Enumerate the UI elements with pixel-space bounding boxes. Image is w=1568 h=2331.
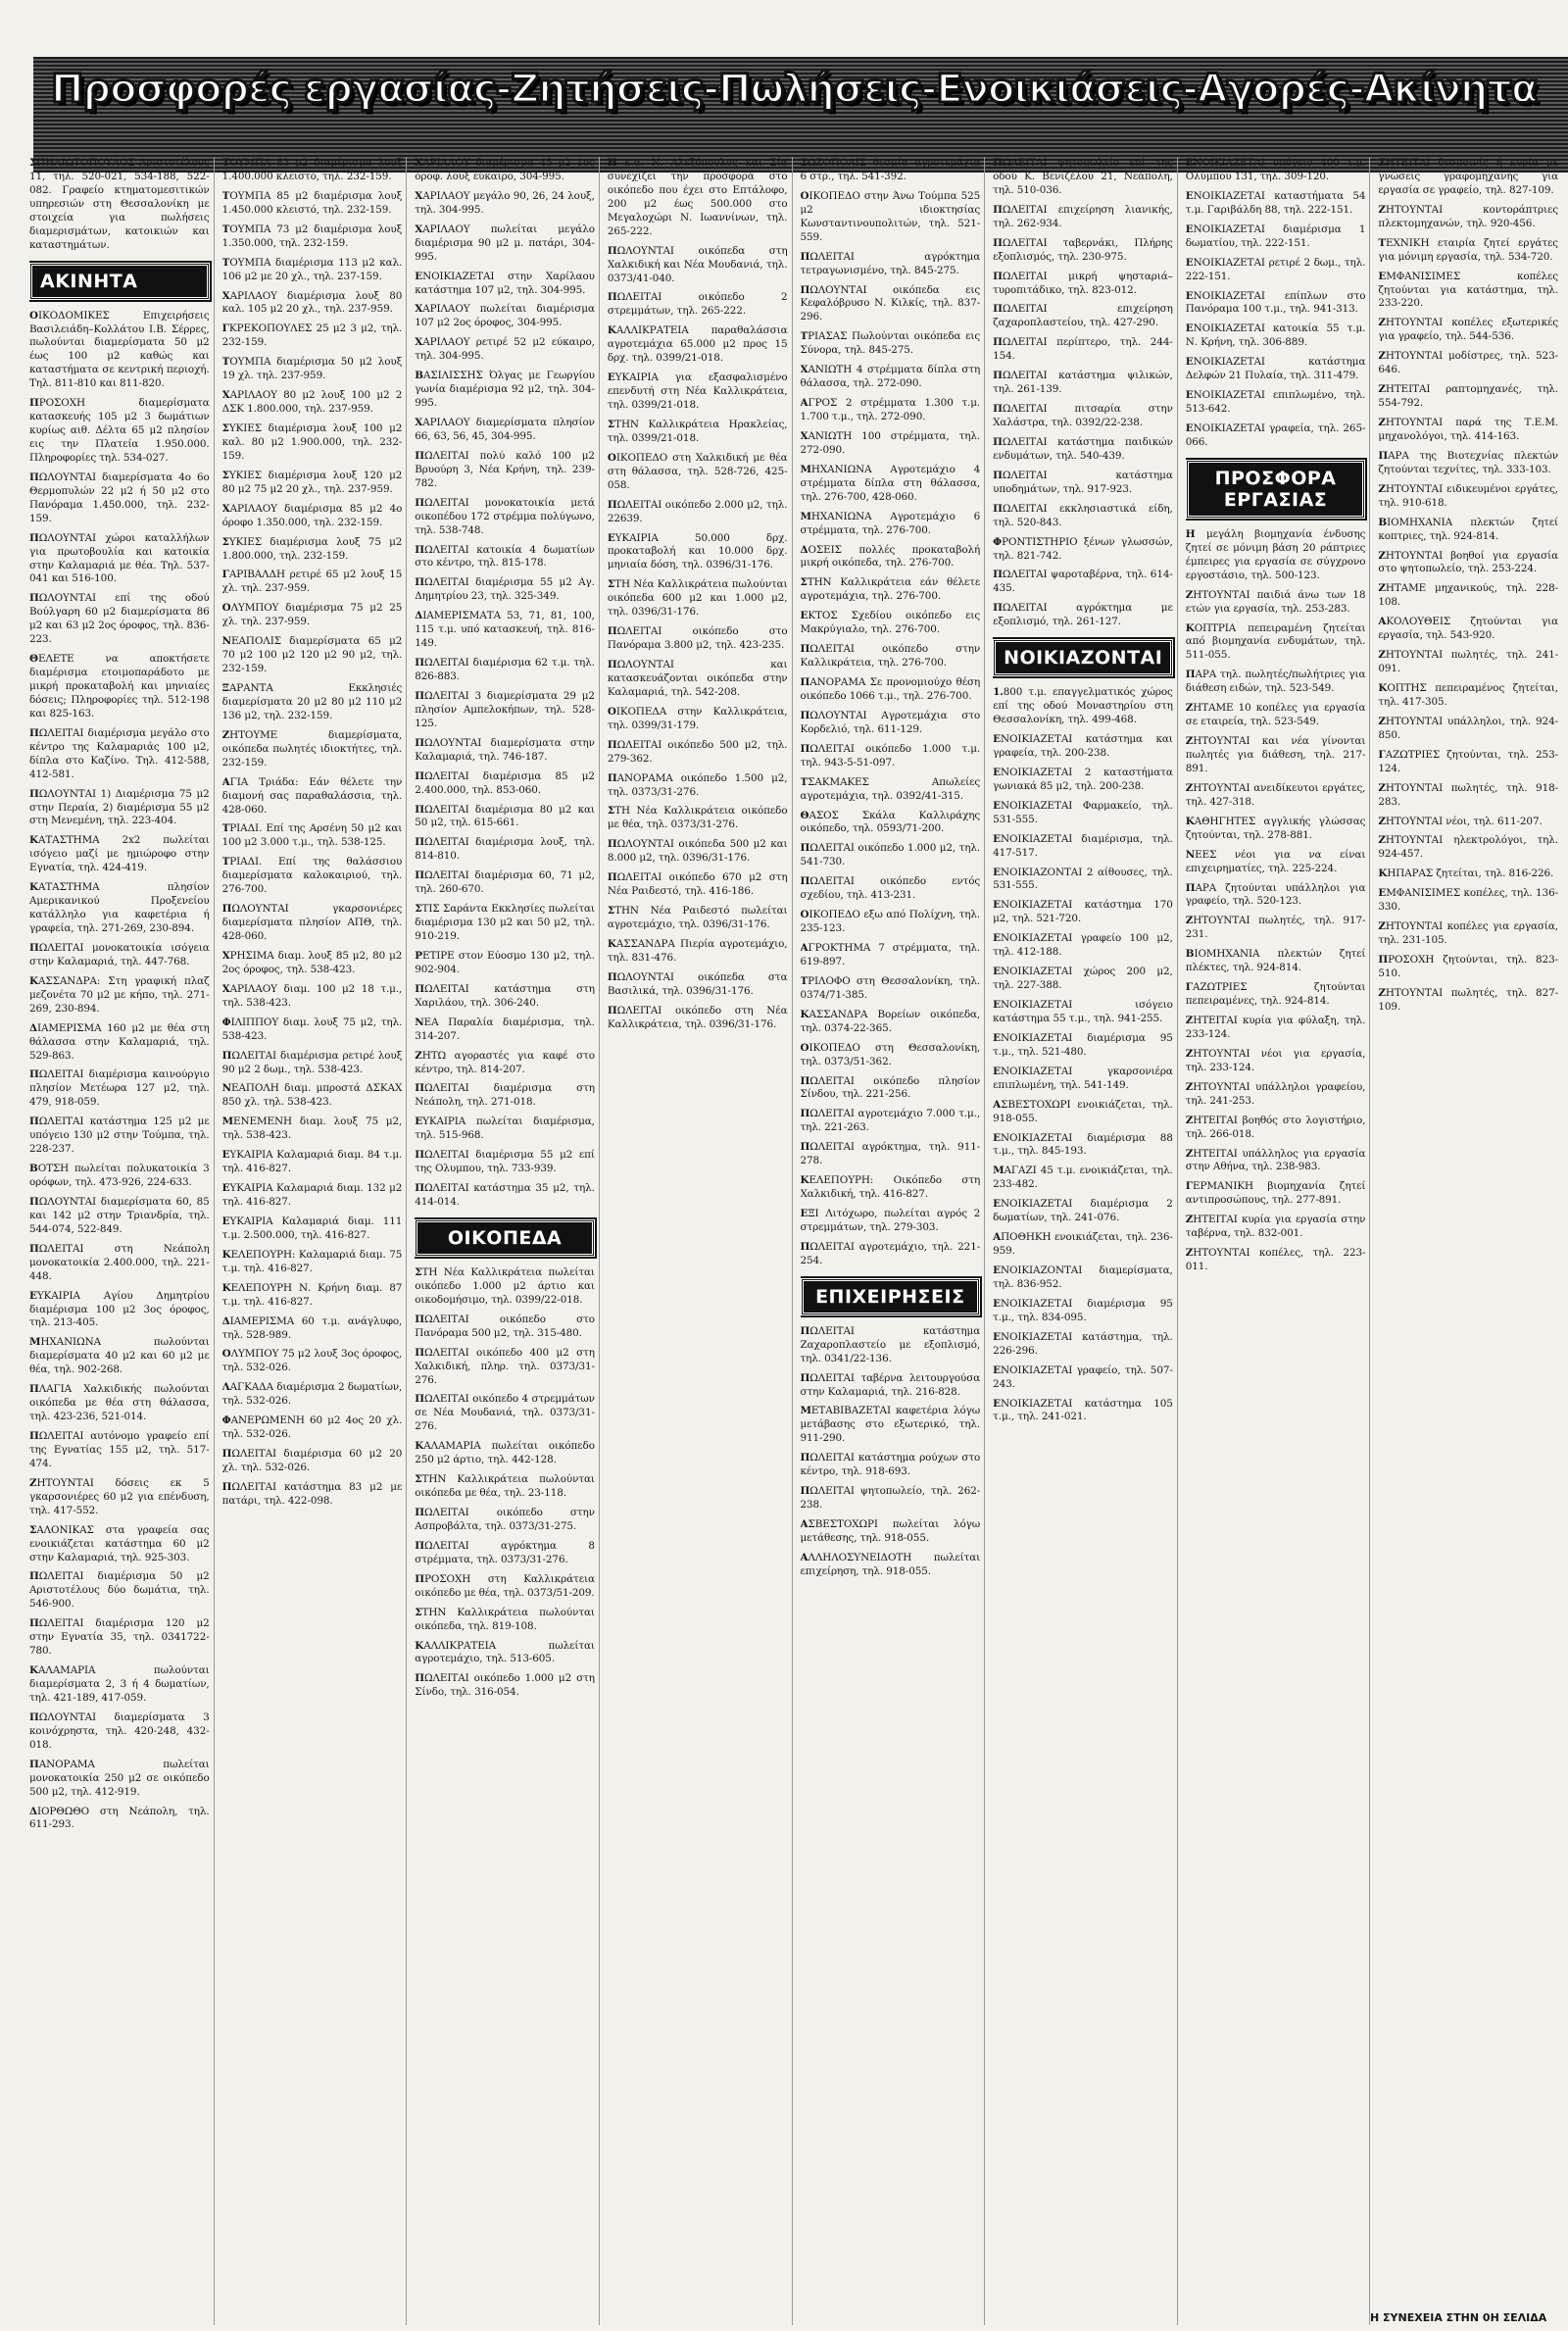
classified-ad: ΖΗΤΟΥΝΤΑΙ και νέα γίνονται πωλητές για διάθεση, τηλ. 217-891. [1185,735,1366,774]
classified-ad: ΑΓΙΑ Τριάδα: Εάν θέλετε την διαμονή σας παραθαλάσσια, τηλ. 428-060. [221,775,403,816]
column-1 [29,157,215,2325]
classified-ad: ΕΝΟΙΚΙΑΖΕΤΑΙ 2 καταστήματα γωνιακά 85 μ2, τηλ. 200-238. [993,766,1173,792]
classified-ad: ΠΑΝΟΡΑΜΑ πωλείται μονοκατοικία 250 μ2 σε οικόπεδο 500 μ2, τηλ. 412-919. [29,1758,210,1798]
column-5 [801,157,986,2325]
classified-ad: ΣΤΗ Νέα Καλλικράτεια οικόπεδο με θέα, τηλ. 0373/31-276. [607,805,788,831]
classified-ad: ΖΗΤΟΥΝΤΑΙ πωλητές, τηλ. 827-109. [1378,986,1558,1013]
classified-ad: ΠΩΛΕΙΤΑΙ μικρή ψησταριά–τυροπιτάδικο, τηλ. 823-012. [993,270,1173,296]
classified-ad: ΜΕΝΕΜΕΝΗ διαμ. λουξ 75 μ2, τηλ. 538-423. [221,1116,403,1142]
classified-ad: ΝΕΑΠΟΛΗ διαμ. μπροστά ΔΣΚΑΧ 850 χλ. τηλ. 538-423. [221,1082,403,1109]
classified-ad: ΠΩΛΕΙΤΑΙ αγρόκτημα, τηλ. 911-278. [800,1141,981,1167]
classified-ad: ΔΙΑΜΕΡΙΣΜΑ 160 μ2 με θέα στη θάλασσα στην Καλαμαριά, τηλ. 529-863. [29,1021,210,1062]
classified-ad: ΖΗΤΟΥΝΤΑΙ νέοι για εργασία, τηλ. 233-124. [1185,1047,1366,1073]
classified-ad: ΤΡΙΑΣΑΣ Πωλούνται οικόπεδα εις Σύνορα, τηλ. 845-275. [800,330,981,357]
classified-ad: ΠΩΛΟΥΝΤΑΙ οικόπεδα εις Κεφαλόβρυσο Ν. Κιλκίς, τηλ. 837-296. [800,283,981,323]
classified-ad: ΠΩΛΕΙΤΑΙ οικόπεδο στο Πανόραμα 3.800 μ2, τηλ. 423-235. [607,625,788,652]
classified-ad: ΕΝΟΙΚΙΑΖΕΤΑΙ γραφεία, τηλ. 265-066. [1185,422,1366,448]
classified-ad: ΖΗΤΕΙΤΑΙ ραπτομηχανές, τηλ. 554-792. [1378,383,1558,410]
classified-ad: ΣΤΗΝ Νέα Ραιδεστό πωλείται αγροτεμάχιο, τηλ. 0396/31-176. [607,905,788,930]
classified-ad: ΒΑΣΙΛΙΣΣΗΣ Όλγας με Γεωργίου γωνία διαμέρισμα 92 μ2, τηλ. 304-995. [415,370,595,410]
classified-ad: ΠΩΛΕΙΤΑΙ διαμέρισμα 62 τ.μ. τηλ. 826-883. [415,657,595,682]
classified-ad: ΧΑΡΙΛΑΟΥ ρετιρέ 52 μ2 εύκαιρο, τηλ. 304-995. [415,336,595,363]
classified-ad: ΤΡΙΛΟΦΟ στη Θεσσαλονίκη, τηλ. 0374/71-385. [800,974,981,1001]
classified-ad: ΠΩΛΕΙΤΑΙ ψαροταβέρνα, τηλ. 614-435. [993,569,1173,595]
classified-ad: ΚΑΤΑΣΤΗΜΑ πλησίον Αμερικανικού Προξενείου κατάλληλο για καφετέρια ή γραφεία, τηλ. 271-269, 230-894. [29,881,210,934]
classified-ad: ΝΕΑΠΟΛΙΣ διαμερίσματα 65 μ2 70 μ2 100 μ2 120 μ2 90 μ2, τηλ. 232-159. [221,635,403,675]
classified-ad: ΟΙΚΟΠΕΔΟ στη Χαλκιδική με θέα στη θάλασσα, τηλ. 528-726, 425-058. [607,451,788,491]
classified-ad: ΚΑΛΑΜΑΡΙΑ πωλείται οικόπεδο 250 μ2 άρτιο, τηλ. 442-128. [415,1440,595,1466]
classified-ad: ΠΩΛΕΙΤΑΙ οικόπεδο εντός σχεδίου, τηλ. 413-231. [800,875,981,902]
classified-ad: ΠΩΛΕΙΤΑΙ περίπτερο, τηλ. 244-154. [993,336,1173,363]
classified-ad: ΤΡΙΑΔΙ. Επί της Αρσένη 50 μ2 και 100 μ2 3.000 τ.μ., τηλ. 538-125. [221,822,403,849]
section-heading-noikiazontai: ΝΟΙΚΙΑΖΟΝΤΑΙ [993,639,1173,676]
classified-ad: ΕΝΟΙΚΙΑΖΟΝΤΑΙ διαμερίσματα, τηλ. 836-952. [993,1265,1173,1290]
classified-ad: ΑΠΟΘΗΚΗ ενοικιάζεται, τηλ. 236-959. [993,1231,1173,1258]
classified-ad: ΠΩΛΕΙΤΑΙ μονοκατοικία ισόγεια στην Καλαμαριά, τηλ. 447-768. [29,941,210,967]
classified-ad: ΣΤΙΣ Σαράντα Εκκλησίες πωλείται διαμέρισμα 130 μ2 και 50 μ2, τηλ. 910-219. [415,903,595,942]
classified-ad: ΣΑΛΟΝΙΚΑΣ στα γραφεία σας ενοικιάζεται κατάστημα 60 μ2 στην Καλαμαριά, τηλ. 925-303. [29,1523,210,1563]
classified-ad: ΒΙΟΜΗΧΑΝΙΑ πλεκτών ζητεί πλέκτες, τηλ. 924-814. [1185,948,1366,974]
classified-ad: ΖΗΤΩ αγοραστές για καφέ στο κέντρο, τηλ. 814-207. [415,1049,595,1075]
column-7 [1186,157,1371,2325]
classified-ad: ΠΩΛΕΙΤΑΙ κατάστημα Ζαχαροπλαστείο με εξοπλισμό, τηλ. 0341/22-136. [800,1324,981,1364]
classified-ad: ΖΗΤΟΥΝΤΑΙ μοδίστρες, τηλ. 523-646. [1378,350,1558,376]
classified-ad: ΖΗΤΟΥΝΤΑΙ υπάλληλοι, τηλ. 924-850. [1378,715,1558,741]
classified-ad: ΠΑΝΟΡΑΜΑ οικόπεδο 1.500 μ2, τηλ. 0373/31-276. [607,771,788,798]
classified-ad: ΟΙΚΟΔΟΜΙΚΕΣ Επιχειρήσεις Βασιλειάδη–Κολλάτου Ι.Β. Σέρρες, πωλούνται διαμερίσματα 50 μ2 έως 100 μ2 καθώς και καταστήματα σε κεντρική περιοχή. Τηλ. 811-810 και 811-820. [29,309,210,390]
classified-ad: ΓΑΡΙΒΑΛΔΗ ρετιρέ 65 μ2 λουξ 15 χλ. τηλ. 237-959. [221,569,403,595]
classified-ad: ΕΝΟΙΚΙΑΖΕΤΑΙ καταστήματα 54 τ.μ. Γαριβάλδη 88, τηλ. 222-151. [1185,189,1366,216]
classified-ad: ΕΥΚΑΙΡΙΑ πωλείται διαμέρισμα, τηλ. 515-968. [415,1116,595,1142]
classified-ad: ΖΗΤΕΙΤΑΙ βοηθός στο λογιστήριο, τηλ. 266-018. [1185,1114,1366,1140]
classified-ad: ΕΝΟΙΚΙΑΖΕΤΑΙ κατάστημα Δελφών 21 Πυλαία, τηλ. 311-479. [1185,356,1366,382]
classified-ad: ΚΕΛΕΠΟΥΡΗ: Οικόπεδο στη Χαλκιδική, τηλ. 416-827. [800,1174,981,1201]
classified-ad: ΤΟΥΜΠΑ διαμέρισμα 113 μ2 καλ. 106 μ2 με 20 χλ., τηλ. 237-159. [221,256,403,282]
classified-ad: ΠΩΛΟΥΝΤΑΙ διαμερίσματα 60, 85 και 142 μ2 στην Τριανδρία, τηλ. 544-074, 522-849. [29,1195,210,1235]
classified-ad: ΚΑΣΣΑΝΔΡΑ Βορείων οικόπεδα, τηλ. 0374-22-365. [800,1008,981,1034]
classified-ad: ΠΩΛΕΙΤΑΙ οικόπεδο 1.000 τ.μ. τηλ. 943-5-51-097. [800,742,981,769]
classified-ad: ΖΗΤΟΥΝΤΑΙ ειδικευμένοι εργάτες, τηλ. 910-618. [1378,482,1558,509]
classified-ad: Η κ.α. Ν. Αλεξόπουλος και Σία συνεχίζει την προσφορά στο οικόπεδο που έχει στο Επτάλοφο, 200 μ2 έως 500.000 στο Μεγαλοχώρι Ν. Ιωαννίνων, τηλ. 265-222. [607,157,788,237]
classified-ad: ΑΛΛΗΛΟΣΥΝΕΙΔΟΤΗ πωλείται επιχείρηση, τηλ. 918-055. [800,1551,981,1577]
classified-ad: ΠΩΛΕΙΤΑΙ διαμέρισμα ρετιρέ λουξ 90 μ2 2 δωμ., τηλ. 538-423. [221,1049,403,1075]
classified-ad: ΠΩΛΟΥΝΤΑΙ οικόπεδα στη Χαλκιδική και Νέα Μουδανιά, τηλ. 0373/41-040. [607,244,788,284]
classified-ad: ΕΞΙ Λιτόχωρο, πωλείται αγρός 2 στρεμμάτων, τηλ. 279-303. [800,1208,981,1233]
classified-ad: ΑΓΡΟΣ 2 στρέμματα 1.300 τ.μ. 1.700 τ.μ., τηλ. 272-090. [800,397,981,422]
classified-ad: ΠΩΛΕΙΤΑΙ κατοικία 4 δωματίων στο κέντρο, τηλ. 815-178. [415,543,595,570]
classified-ad: ΘΕΛΕΤΕ να αποκτήσετε διαμέρισμα ετοιμοπαράδοτο με μικρή προκαταβολή και μηνιαίες δόσεις; Πληροφορίες τηλ. 512-198 και 825-163. [29,653,210,719]
classified-ad: ΠΩΛΟΥΝΤΑΙ διαμερίσματα 3 κοινόχρηστα, τηλ. 420-248, 432-018. [29,1711,210,1751]
classified-ad: ΚΑΛΛΙΚΡΑΤΕΙΑ πωλείται αγροτεμάχιο, τηλ. 513-605. [415,1639,595,1665]
classified-ad: ΓΑΖΩΤΡΙΕΣ ζητούνται πεπειραμένες, τηλ. 924-814. [1185,981,1366,1008]
classified-ad: ΕΝΟΙΚΙΑΖΕΤΑΙ διαμέρισμα 2 δωματίων, τηλ. 241-076. [993,1198,1173,1224]
classified-ad: ΧΑΡΙΛΑΟΥ πωλείται διαμέρισμα 107 μ2 2ος όροφος, 304-995. [415,303,595,329]
classified-ad: ΣΤΗΝ Καλλικράτεια πωλούνται οικόπεδα, τηλ. 819-108. [415,1606,595,1632]
classified-ad: ΤΟΥΜΠΑ διαμέρισμα 50 μ2 λουξ 19 χλ. τηλ. 237-959. [221,356,403,382]
classified-ad: ΕΥΚΑΙΡΙΑ Καλαμαριά διαμ. 84 τ.μ. τηλ. 416-827. [221,1149,403,1175]
classified-ad: ΕΝΟΙΚΙΑΖΕΤΑΙ διαμέρισμα, τηλ. 417-517. [993,832,1173,859]
classified-ad: ΠΩΛΕΙΤΑΙ στη Νεάπολη μονοκατοικία 2.400.000, τηλ. 221-448. [29,1242,210,1282]
classified-ad: ΕΥΚΑΙΡΙΑ Καλαμαριά διαμ. 132 μ2 τηλ. 416-827. [221,1182,403,1208]
classified-ad: ΕΥΚΑΙΡΙΑ Αγίου Δημητρίου διαμέρισμα 100 μ2 3ος όροφος, τηλ. 213-405. [29,1289,210,1329]
classified-ad: ΚΟΠΤΗΣ πεπειραμένος ζητείται, τηλ. 417-305. [1378,682,1558,708]
classified-ad: ΖΗΤΟΥΝΤΑΙ παρά της Τ.Ε.Μ. μηχανολόγοι, τηλ. 414-163. [1378,417,1558,442]
classified-ad: ΠΩΛΕΙΤΑΙ διαμέρισμα 85 μ2 2.400.000, τηλ. 853-060. [415,769,595,796]
classified-ad: ΠΩΛΕΙΤΑΙ οικόπεδο 2 στρεμμάτων, τηλ. 265-222. [607,291,788,318]
classified-ad: ΣΩΖΟΠΟΛΙΣ θεσμία αγροτεμάχια 6 στρ., τηλ. 541-392. [800,157,981,182]
classified-ad: ΠΩΛΕΙΤΑΙ διαμέρισμα 55 μ2 επί της Ολυμπου, τηλ. 733-939. [415,1149,595,1175]
classified-ad: ΓΚΡΕΚΟΠΟΥΛΕΣ 25 μ2 3 μ2, τηλ. 232-159. [221,322,403,349]
classified-ad: ΤΟΥΜΠΑ 83 μ2 διαμέρισμα λουξ 1.400.000 κλειστό, τηλ. 232-159. [221,157,403,182]
section-heading-epixeiriseis: ΕΠΙΧΕΙΡΗΣΕΙΣ [801,1278,981,1315]
classified-ad: ΚΑΣΣΑΝΔΡΑ: Στη γραφική πλαζ μεζονέτα 70 μ2 με κήπο, τηλ. 271-269, 230-894. [29,974,210,1015]
classified-ad: ΔΙΑΜΕΡΙΣΜΑ 60 τ.μ. ανάγλυφο, τηλ. 528-989. [221,1314,403,1341]
classified-ad: ΧΑΡΙΛΑΟΥ πωλείται μεγάλο διαμέρισμα 90 μ2 μ. πατάρι, 304-995. [415,223,595,263]
classified-ad: ΚΑΘΗΓΗΤΕΣ αγγλικής γλώσσας ζητούνται, τηλ. 278-881. [1185,815,1366,841]
classified-ad: ΖΗΤΟΥΜΕ διαμερίσματα, οικόπεδα πωλητές ιδιοκτήτες, τηλ. 232-159. [221,728,403,769]
classified-ad: ΠΩΛΕΙΤΑΙ οικόπεδο πλησίον Σίνδου, τηλ. 221-256. [800,1074,981,1101]
classified-ad: ΠΩΛΕΙΤΑΙ πιτσαρία στην Χαλάστρα, τηλ. 0392/22-238. [993,403,1173,428]
classified-ad: ΠΩΛΕΙΤΑΙ διαμέρισμα καινούργιο πλησίον Μετέωρα 127 μ2, τηλ. 479, 918-059. [29,1068,210,1109]
classified-ad: ΠΩΛΟΥΝΤΑΙ οικόπεδα στα Βασιλικά, τηλ. 0396/31-176. [607,970,788,997]
classified-ad: ΟΙΚΟΠΕΔΟ στην Άνω Τούμπα 525 μ2 ιδιοκτησίας Κωνσταντινουπολιτών, τηλ. 521-559. [800,189,981,243]
classified-ad: ΣΤΗΝ Καλλικράτεια πωλούνται οικόπεδα με θέα, τηλ. 23-118. [415,1473,595,1500]
classified-ad: ΠΩΛΟΥΝΤΑΙ και κατασκευάζονται οικόπεδα στην Καλαμαριά, τηλ. 542-208. [607,659,788,698]
classified-ad: ΕΝΟΙΚΙΑΖΕΤΑΙ επιπλωμένο, τηλ. 513-642. [1185,389,1366,416]
classified-ad: ΠΩΛΕΙΤΑΙ επιχείρηση ζαχαροπλαστείου, τηλ. 427-290. [993,303,1173,329]
column-4 [608,157,793,2325]
classified-ad: ΧΡΗΣΙΜΑ διαμ. λουξ 85 μ2, 80 μ2 2ος όροφος, τηλ. 538-423. [221,949,403,975]
classified-ad: ΠΛΑΓΙΑ Χαλκιδικής πωλούνται οικόπεδα με θέα στη θάλασσα, τηλ. 423-236, 521-014. [29,1383,210,1423]
classified-ad: ΠΩΛΕΙΤΑΙ κατάστημα στη Χαριλάου, τηλ. 306-240. [415,982,595,1009]
classified-ad: ΕΜΦΑΝΙΣΙΜΕΣ κοπέλες, τηλ. 136-330. [1378,887,1558,914]
classified-ad: ΠΡΟΣΟΧΗ διαμερίσματα κατασκευής 105 μ2 3 δωμάτιων κυρίως αιθ. Δέλτα 65 μ2 πλησίον εις την Πλατεία 1.950.000. Πληροφορίες τηλ. 534-027. [29,397,210,464]
classified-ad: 1.800 τ.μ. επαγγελματικός χώρος επί της οδού Μοναστηρίου στη Θεσσαλονίκη, τηλ. 499-468. [993,686,1173,726]
classified-ad: ΣΥΚΙΕΣ διαμέρισμα λουξ 75 μ2 1.800.000, τηλ. 232-159. [221,535,403,562]
classified-ad: ΖΗΤΟΥΝΤΑΙ κοντοράπτριες πλεκτομηχανών, τηλ. 920-456. [1378,203,1558,229]
classified-ad: ΠΩΛΕΙΤΑΙ διαμέρισμα 60 μ2 20 χλ. τηλ. 532-026. [221,1448,403,1473]
classified-ad: ΕΝΟΙΚΙΑΖΕΤΑΙ στην Χαρίλαου κατάστημα 107 μ2, τηλ. 304-995. [415,270,595,296]
classified-ad: ΜΗΧΑΝΙΩΝΑ πωλούνται διαμερίσματα 40 μ2 και 60 μ2 με θέα, τηλ. 902-268. [29,1336,210,1376]
column-3 [415,157,600,2325]
classified-ad: ΠΩΛΕΙΤΑΙ 3 διαμερίσματα 29 μ2 πλησίον Αμπελοκήπων, τηλ. 528-125. [415,689,595,729]
classified-ad: ΑΓΡΟΚΤΗΜΑ 7 στρέμματα, τηλ. 619-897. [800,942,981,967]
classified-ad: ΕΝΟΙΚΙΑΖΕΤΑΙ χώρος 200 μ2, τηλ. 227-388. [993,966,1173,992]
classified-ad: ΡΕΤΙΡΕ στον Εύοσμο 130 μ2, τηλ. 902-904. [415,949,595,975]
classified-ad: ΠΩΛΕΙΤΑΙ οικόπεδο 670 μ2 στη Νέα Ραιδεστό, τηλ. 416-186. [607,871,788,898]
classified-ad: ΠΩΛΟΥΝΤΑΙ Αγροτεμάχια στο Κορδελιό, τηλ. 611-129. [800,709,981,735]
classified-ad: ΠΩΛΕΙΤΑΙ διαμέρισμα 80 μ2 και 50 μ2, τηλ. 615-661. [415,803,595,829]
classified-ad: ΤΟΥΜΠΑ 85 μ2 διαμέρισμα λουξ 1.450.000 κλειστό, τηλ. 232-159. [221,189,403,216]
classified-ad: ΠΩΛΕΙΤΑΙ ψητοπωλείο, τηλ. 262-238. [800,1485,981,1512]
classified-ad: ΕΝΟΙΚΙΑΖΕΤΑΙ ρετιρέ 2 δωμ., τηλ. 222-151. [1185,256,1366,282]
classified-ad: ΣΤΗ Νέα Καλλικράτεια πωλείται οικόπεδο 1.000 μ2 άρτιο και οικοδομήσιμο, τηλ. 0399/22-018. [415,1265,595,1306]
classified-ad: ΜΗΧΑΝΙΩΝΑ Αγροτεμάχιο 6 στρέμματα, τηλ. 276-700. [800,510,981,536]
classified-ad: ΠΑΡΑ της Βιοτεχνίας πλεκτών ζητούνται τεχνίτες, τηλ. 333-103. [1378,449,1558,475]
classified-ad: ΚΑΛΑΜΑΡΙΑ πωλούνται διαμερίσματα 2, 3 ή 4 δωματίων, τηλ. 421-189, 417-059. [29,1664,210,1704]
classified-ad: ΠΑΡΑ τηλ. πωλητές/πωλήτριες για διάθεση ειδών, τηλ. 523-549. [1185,669,1366,695]
classified-ad: ΣΤΗ Νέα Καλλικράτεια πωλούνται οικόπεδα 600 μ2 και 1.000 μ2, τηλ. 0396/31-176. [607,578,788,619]
classified-ad: ΠΩΛΟΥΝΤΑΙ χώροι καταλλήλων για πρωτοβουλία και κατοικία στην Καλαμαριά με θέα. Τηλ. 537-041 και 516-100. [29,531,210,585]
classified-ad: ΠΩΛΕΙΤΑΙ διαμέρισμα 60, 71 μ2, τηλ. 260-670. [415,869,595,896]
classified-ad: ΓΕΡΜΑΝΙΚΗ βιομηχανία ζητεί αντιπροσώπους, τηλ. 277-891. [1185,1180,1366,1207]
classified-ad: ΑΣΒΕΣΤΟΧΩΡΙ πωλείται λόγω μετάθεσης, τηλ. 918-055. [800,1518,981,1544]
classified-ad: ΛΑΓΚΑΔΑ διαμέρισμα 2 δωματίων, τηλ. 532-026. [221,1381,403,1408]
classified-ad: ΖΗΤΟΥΝΤΑΙ παιδιά άνω των 18 ετών για εργασία, τηλ. 253-283. [1185,588,1366,615]
classified-ad: ΧΑΡΙΛΑΟΥ διαμέρισμα 45 μ2 1ος όροφ. λουξ εύκαιρο, 304-995. [415,157,595,182]
classified-ad: ΠΩΛΕΙΤΑΙ οικόπεδο στην Ασπροβάλτα, τηλ. 0373/31-275. [415,1507,595,1532]
classified-ad: ΠΩΛΕΙΤΑΙ αγρόκτημα με εξοπλισμό, τηλ. 261-127. [993,602,1173,628]
classified-ad: ΜΑΓΑΖΙ 45 τ.μ. ενοικιάζεται, τηλ. 233-482. [993,1165,1173,1191]
classified-ad: ΕΝΟΙΚΙΑΖΕΤΑΙ διαμέρισμα 1 δωματίου, τηλ. 222-151. [1185,223,1366,249]
classified-ad: ΖΗΤΟΥΝΤΑΙ ηλεκτρολόγοι, τηλ. 924-457. [1378,834,1558,861]
classified-ad: Η μεγάλη βιομηχανία ένδυσης ζητεί σε μόνιμη βάση 20 ράπτριες έμπειρες για εργασία σε σύγχρονο εργοστάσιο, τηλ. 500-123. [1185,527,1366,581]
classified-ad: ΠΩΛΕΙΤΑΙ κατάστημα 125 μ2 με υπόγειο 130 μ2 στην Τούμπα, τηλ. 228-237. [29,1116,210,1156]
section-heading-oikopeda: ΟΙΚΟΠΕΔΑ [415,1219,595,1257]
classified-ad: ΧΑΡΙΛΑΟΥ διαμ. 100 μ2 18 τ.μ., τηλ. 538-423. [221,982,403,1009]
classified-ad: ΠΩΛΕΙΤΑΙ ταβέρνα λειτουργούσα στην Καλαμαριά, τηλ. 216-828. [800,1371,981,1398]
classified-ad: ΑΚΟΛΟΥΘΕΙΣ ζητούνται για εργασία, τηλ. 543-920. [1378,616,1558,642]
classified-ad: ΧΑΡΙΛΑΟΥ διαμέρισμα 85 μ2 4ο όροφο 1.350.000, τηλ. 232-159. [221,502,403,528]
classified-ad: ΧΑΡΙΛΑΟΥ διαμέρισμα λουξ 80 καλ. 105 μ2 20 χλ., τηλ. 237-959. [221,289,403,316]
classified-ad: ΕΥΚΑΙΡΙΑ Καλαμαριά διαμ. 111 τ.μ. 2.500.000, τηλ. 416-827. [221,1215,403,1241]
classified-ad: ΦΡΟΝΤΙΣΤΗΡΙΟ ξένων γλωσσών, τηλ. 821-742. [993,535,1173,562]
classified-ad: ΤΣΑΚΜΑΚΕΣ Απωλείες αγροτεμάχια, τηλ. 0392/41-315. [800,775,981,802]
classified-ad: ΠΩΛΕΙΤΑΙ κατάστημα υποδημάτων, τηλ. 917-923. [993,469,1173,495]
classified-ad: ΣΥΚΙΕΣ διαμέρισμα λουξ 120 μ2 80 μ2 75 μ2 20 χλ., τηλ. 237-959. [221,469,403,495]
classified-ad: ΖΗΤΕΙΤΑΙ κυρία για φύλαξη, τηλ. 233-124. [1185,1015,1366,1040]
classified-ad: ΞΑΡΑΝΤΑ Εκκλησιές διαμερίσματα 20 μ2 80 μ2 110 μ2 136 μ2, τηλ. 232-159. [221,682,403,721]
classified-ad: ΟΙΚΟΠΕΔΟ εξω από Πολίχνη, τηλ. 235-123. [800,909,981,935]
classified-ad: ΤΕΧΝΙΚΗ εταιρία ζητεί εργάτες για μόνιμη εργασία, τηλ. 534-720. [1378,236,1558,263]
classified-ad: ΖΗΤΟΥΝΤΑΙ πωλητές, τηλ. 241-091. [1378,649,1558,675]
classified-ad: ΤΟΥΜΠΑ 73 μ2 διαμέρισμα λουξ 1.350.000, τηλ. 232-159. [221,223,403,249]
classified-ad: ΠΩΛΕΙΤΑΙ εκκλησιαστικά είδη, τηλ. 520-843. [993,502,1173,528]
classified-ad: ΦΑΝΕΡΩΜΕΝΗ 60 μ2 4ος 20 χλ. τηλ. 532-026. [221,1414,403,1441]
classified-ad: ΠΩΛΕΙΤΑΙ μονοκατοικία μετά οικοπέδου 172 στρέμμα πολύγωνο, τηλ. 538-748. [415,496,595,536]
classified-ad: ΚΕΛΕΠΟΥΡΗ: Καλαμαριά διαμ. 75 τ.μ. τηλ. 416-827. [221,1248,403,1274]
classified-ad: ΕΝΟΙΚΙΑΖΕΤΑΙ επίπλων στο Πανόραμα 100 τ.μ., τηλ. 941-313. [1185,289,1366,316]
classified-ad: ΚΑΛΛΙΚΡΑΤΕΙΑ παραθαλάσσια αγροτεμάχια 65.000 μ2 προς 15 δρχ. τηλ. 0399/21-018. [607,324,788,365]
classified-ad: ΖΗΤΟΥΝΤΑΙ δόσεις εκ 5 γκαρσονιέρες 60 μ2 για επένδυση, τηλ. 417-552. [29,1476,210,1516]
classified-ad: ΠΩΛΕΙΤΑΙ διαμέρισμα λουξ, τηλ. 814-810. [415,836,595,863]
classified-ad: ΓΑΖΩΤΡΙΕΣ ζητούνται, τηλ. 253-124. [1378,748,1558,774]
classified-ad: ΕΝΟΙΚΙΑΖΕΤΑΙ γκαρσονιέρα επιπλωμένη, τηλ. 541-149. [993,1065,1173,1091]
classified-ad: ΖΗΤΟΥΝΤΑΙ υπάλληλοι γραφείου, τηλ. 241-253. [1185,1080,1366,1107]
classified-ad: ΟΙΚΟΠΕΔΟ στη Θεσσαλονίκη, τηλ. 0373/51-362. [800,1041,981,1067]
classified-ad: ΣΤΗΝ Καλλικράτεια εάν θέλετε αγροτεμάχια, τηλ. 276-700. [800,576,981,603]
classified-ad: ΧΑΝΙΩΤΗ 4 στρέμματα δίπλα στη θάλασσα, τηλ. 272-090. [800,364,981,390]
classified-ad: ΕΝΟΙΚΙΑΖΕΤΑΙ ισόγειο κατάστημα 55 τ.μ., τηλ. 941-255. [993,999,1173,1024]
classified-ad: ΕΝΟΙΚΙΑΖΕΤΑΙ υπόγειο 400 τ.μ. Ολύμπου 131, τηλ. 309-120. [1185,157,1366,182]
classified-ad: ΠΩΛΕΙΤΑΙ ψητοπωλείο επί της οδού Κ. Βενιζέλου 21, Νεάπολη, τηλ. 510-036. [993,157,1173,196]
classified-ad: ΚΑΣΣΑΝΔΡΑ Πιερία αγροτεμάχιο, τηλ. 831-476. [607,937,788,964]
banner-title: Προσφορές εργασίας-Ζητήσεις-Πωλήσεις-Ενοικιάσεις-Αγορές-Ακίνητα [51,67,1538,112]
classified-ad: ΕΝΟΙΚΙΑΖΕΤΑΙ κατοικία 55 τ.μ. Ν. Κρήνη, τηλ. 306-889. [1185,322,1366,349]
classifieds-banner [33,57,1568,173]
classified-ad: ΝΕΑ Παραλία διαμέρισμα, τηλ. 314-207. [415,1016,595,1042]
classified-ad: ΕΥΚΑΙΡΙΑ για εξασφαλισμένο επενδυτή στη Νέα Καλλικράτεια, τηλ. 0399/21-018. [607,372,788,411]
classified-ad: ΚΗΠΑΡΑΣ ζητείται, τηλ. 816-226. [1378,868,1554,880]
classified-ad: ΖΗΤΟΥΝΤΑΙ νέοι, τηλ. 611-207. [1378,815,1543,827]
classified-ad: ΑΣΒΕΣΤΟΧΩΡΙ ενοικιάζεται, τηλ. 918-055. [993,1098,1173,1124]
classified-ad: ΠΡΟΣΟΧΗ ζητούνται, τηλ. 823-510. [1378,954,1558,979]
classified-ad: ΖΗΤΟΥΝΤΑΙ κοπέλες για εργασία, τηλ. 231-105. [1378,920,1558,947]
classified-ad: ΠΩΛΟΥΝΤΑΙ γκαρσονιέρες διαμερίσματα πλησίον ΑΠΘ, τηλ. 428-060. [221,903,403,942]
classified-ad: ΕΚΤΟΣ Σχεδίου οικόπεδο εις Μακρύγιαλο, τηλ. 276-700. [800,610,981,636]
classified-ad: ΠΩΛΕΙΤΑΙ κατάστημα 35 μ2, τηλ. 414-014. [415,1182,595,1208]
classified-ad: ΖΗΤΟΥΝΤΑΙ κοπέλες εξωτερικές για γραφείο, τηλ. 544-536. [1378,317,1558,343]
classified-ad: ΖΗΤΑΜΕ μηχανικούς, τηλ. 228-108. [1378,582,1558,609]
classified-ad: ΒΟΤΣΗ πωλείται πολυκατοικία 3 ορόφων, τηλ. 473-926, 224-633. [29,1163,210,1188]
classified-ad: ΟΛΥΜΠΟΥ 75 μ2 λουξ 3ος όροφος, τηλ. 532-026. [221,1348,403,1374]
classified-ad: ΕΝΟΙΚΙΑΖΕΤΑΙ γραφείο 100 μ2, τηλ. 412-188. [993,932,1173,959]
classified-ad: ΕΜΦΑΝΙΣΙΜΕΣ κοπέλες ζητούνται για κατάστημα, τηλ. 233-220. [1378,270,1558,310]
classified-ad: ΧΑΡΙΛΑΟΥ 80 μ2 λουξ 100 μ2 2 ΔΣΚ 1.800.000, τηλ. 237-959. [221,389,403,416]
classified-ad: ΠΩΛΕΙΤΑΙ οικόπεδο 500 μ2, τηλ. 279-362. [607,738,788,765]
classified-ad: ΠΩΛΕΙΤΑΙ οικόπεδο 1.000 μ2, τηλ. 541-730. [800,842,981,868]
classified-ad: ΠΩΛΟΥΝΤΑΙ 1) Διαμέρισμα 75 μ2 στην Περαία, 2) διαμέρισμα 55 μ2 στη Μενεμένη, τηλ. 223-404. [29,787,210,827]
section-heading-akinita: ΑΚΙΝΗΤΑ [29,263,210,300]
classified-ad: ΖΗΤΟΥΝΤΑΙ πωλητές, τηλ. 918-283. [1378,781,1558,808]
classified-ad: ΖΗΤΕΙΤΑΙ δεσποινίς ή κυρία με γνώσεις γραφομηχανής για εργασία σε γραφείο, τηλ. 827-109. [1378,157,1558,196]
classified-ad: ΠΩΛΕΙΤΑΙ διαμέρισμα μεγάλο στο κέντρο της Καλαμαριάς 100 μ2, δίπλα στο Καζίνο. Τηλ. 412-588, 412-581. [29,726,210,780]
classified-ad: ΕΝΟΙΚΙΑΖΕΤΑΙ κατάστημα, τηλ. 226-296. [993,1330,1173,1357]
continued-footer: Η ΣΥΝΕΧΕΙΑ ΣΤΗΝ 0Η ΣΕΛΙΔΑ [1370,2311,1547,2324]
classified-ad: ΖΗΤΟΥΝΤΑΙ πωλητές, τηλ. 917-231. [1185,915,1366,941]
classified-ad: ΠΩΛΕΙΤΑΙ πολύ καλό 100 μ2 Βρυούρη 3, Νέα Κρήνη, τηλ. 239-782. [415,449,595,489]
classified-ad: ΠΩΛΕΙΤΑΙ διαμέρισμα στη Νεάπολη, τηλ. 271-018. [415,1082,595,1109]
classified-ad: ΚΕΛΕΠΟΥΡΗ Ν. Κρήνη διαμ. 87 τ.μ. τηλ. 416-827. [221,1281,403,1308]
classified-ad: ΣΥΚΙΕΣ διαμέρισμα λουξ 100 μ2 καλ. 80 μ2 1.900.000, τηλ. 232-159. [221,422,403,462]
classified-ad: ΠΩΛΕΙΤΑΙ ταβερνάκι, Πλήρης εξοπλισμός, τηλ. 230-975. [993,236,1173,263]
classified-ad: ΠΩΛΟΥΝΤΑΙ επί της οδού Βούλγαρη 60 μ2 διαμερίσματα 86 μ2 και 63 μ2 2ος όροφος, τηλ. 836-223. [29,592,210,646]
classified-ad: ΠΑΝΟΡΑΜΑ Σε προνομιούχο θέση οικόπεδο 1066 τ.μ., τηλ. 276-700. [800,676,981,702]
classified-ad: ΖΗΤΑΜΕ 10 κοπέλες για εργασία σε εταιρεία, τηλ. 523-549. [1185,702,1366,728]
classified-ad: ΕΝΟΙΚΙΑΖΕΤΑΙ Φαρμακείο, τηλ. 531-555. [993,799,1173,825]
classified-ad: ΚΑΤΑΣΤΗΜΑ 2x2 πωλείται ισόγειο μαζί με ημιώροφο στην Εγνατία, τηλ. 424-419. [29,834,210,874]
classified-ad: ΖΗΤΟΥΝΤΑΙ κοπέλες, τηλ. 223-011. [1185,1247,1366,1273]
classified-ad: ΕΝΟΙΚΙΑΖΟΝΤΑΙ 2 αίθουσες, τηλ. 531-555. [993,866,1173,892]
classified-ad: ΜΕΤΑΒΙΒΑΖΕΤΑΙ καφετέρια λόγω μετάβασης στο εξωτερικό, τηλ. 911-290. [800,1405,981,1445]
classified-ad: ΠΩΛΟΥΝΤΑΙ οικόπεδα 500 μ2 και 8.000 μ2, τηλ. 0396/31-176. [607,838,788,865]
classified-ad: ΘΑΣΟΣ Σκάλα Καλλιράχης οικόπεδο, τηλ. 0593/71-200. [800,809,981,835]
classified-ad: ΠΩΛΕΙΤΑΙ διαμέρισμα 55 μ2 Αγ. Δημητρίου 23, τηλ. 325-349. [415,576,595,603]
classified-ad: ΔΙΟΡΘΩΘΟ στη Νεάπολη, τηλ. 611-293. [29,1805,210,1831]
classified-ad: ΖΗΤΕΙΤΑΙ κυρία για εργασία στην ταβέρνα, τηλ. 832-001. [1185,1214,1366,1240]
classified-ad: ΜΗΧΑΝΙΩΝΑ Αγροτεμάχιο 4 στρέμματα δίπλα στη θάλασσα, τηλ. 276-700, 428-060. [800,463,981,503]
classified-ad: ΣΠΗΛΙΩΤΟΠΟΥΛΟΣ Αριστοτέλους 11, τηλ. 520-021, 534-188, 522-082. Γραφείο κτηματομεσιτικών υπηρεσιών στη Θεσσαλονίκη με στοιχεία για πωλήσεις διαμερισμάτων, κατοικιών και καταστημάτων. [29,157,210,251]
classified-ad: ΕΝΟΙΚΙΑΖΕΤΑΙ γραφείο, τηλ. 507-243. [993,1364,1173,1390]
classified-ad: ΠΩΛΕΙΤΑΙ αγρόκτημα τετραγωνισμένο, τηλ. 845-275. [800,250,981,276]
classified-ad: ΕΝΟΙΚΙΑΖΕΤΑΙ διαμέρισμα 95 τ.μ., τηλ. 521-480. [993,1031,1173,1058]
classified-ad: ΖΗΤΟΥΝΤΑΙ ανειδίκευτοι εργάτες, τηλ. 427-318. [1185,781,1366,808]
classified-ad: ΠΩΛΕΙΤΑΙ επιχείρηση λιανικής, τηλ. 262-934. [993,203,1173,229]
classified-ad: ΠΩΛΕΙΤΑΙ οικόπεδο 400 μ2 στη Χαλκιδική, πληρ. τηλ. 0373/31-276. [415,1346,595,1386]
classified-ad: ΠΩΛΕΙΤΑΙ κατάστημα 83 μ2 με πατάρι, τηλ. 422-098. [221,1480,403,1507]
classified-ad: ΧΑΡΙΛΑΟΥ μεγάλο 90, 26, 24 λουξ, τηλ. 304-995. [415,189,595,216]
classified-ad: ΕΝΟΙΚΙΑΖΕΤΑΙ διαμέρισμα 95 τ.μ., τηλ. 834-095. [993,1297,1173,1323]
classified-ad: ΠΩΛΕΙΤΑΙ αγροτεμάχιο, τηλ. 221-254. [800,1240,981,1266]
classified-ad: ΖΗΤΕΙΤΑΙ υπάλληλος για εργασία στην Αθήνα, τηλ. 238-983. [1185,1147,1366,1173]
classified-ad: ΠΩΛΕΙΤΑΙ αγροτεμάχιο 7.000 τ.μ., τηλ. 221-263. [800,1108,981,1134]
classified-ad: ΠΑΡΑ ζητούνται υπάλληλοι για γραφείο, τηλ. 520-123. [1185,881,1366,908]
classified-ad: ΠΩΛΕΙΤΑΙ οικόπεδο 4 στρεμμάτων σε Νέα Μουδανιά, τηλ. 0373/31-276. [415,1393,595,1433]
classified-ad: ΟΙΚΟΠΕΔΑ στην Καλλικράτεια, τηλ. 0399/31-179. [607,705,788,731]
classified-ad: ΚΟΠΤΡΙΑ πεπειραμένη ζητείται από βιομηχανία ενδυμάτων, τηλ. 511-055. [1185,621,1366,662]
classified-ad: ΠΩΛΕΙΤΑΙ διαμέρισμα 120 μ2 στην Εγνατία 35, τηλ. 0341722-780. [29,1617,210,1658]
classified-ad: ΔΙΑΜΕΡΙΣΜΑΤΑ 53, 71, 81, 100, 115 τ.μ. υπό κατασκευή, τηλ. 816-149. [415,610,595,650]
classified-ad: ΕΝΟΙΚΙΑΖΕΤΑΙ διαμέρισμα 88 τ.μ., τηλ. 845-193. [993,1131,1173,1158]
classified-ad: ΠΩΛΕΙΤΑΙ κατάστημα ρούχων στο κέντρο, τηλ. 918-693. [800,1452,981,1478]
classified-ad: ΠΩΛΕΙΤΑΙ διαμέρισμα 50 μ2 Αριστοτέλους δύο δωμάτια, τηλ. 546-900. [29,1570,210,1611]
classified-columns [29,157,1562,2325]
classified-ad: ΕΝΟΙΚΙΑΖΕΤΑΙ κατάστημα 170 μ2, τηλ. 521-720. [993,899,1173,925]
classified-ad: ΠΩΛΕΙΤΑΙ οικόπεδο 1.000 μ2 στη Σίνδο, τηλ. 316-054. [415,1672,595,1699]
classified-ad: ΠΩΛΟΥΝΤΑΙ διαμερίσματα στην Καλαμαριά, τηλ. 746-187. [415,736,595,763]
classified-ad: ΧΑΡΙΛΑΟΥ διαμερίσματα πλησίον 66, 63, 56, 45, 304-995. [415,417,595,442]
classified-ad: ΟΛΥΜΠΟΥ διαμέρισμα 75 μ2 25 χλ. τηλ. 237-959. [221,602,403,628]
classified-ad: ΠΩΛΟΥΝΤΑΙ διαμερίσματα 4ο 6ο Θερμοπυλών 22 μ2 ή 50 μ2 στο Πανόραμα 1.450.000, τηλ. 232-159. [29,471,210,524]
classified-ad: ΠΡΟΣΟΧΗ στη Καλλικράτεια οικόπεδο με θέα, τηλ. 0373/51-209. [415,1572,595,1599]
classified-ad: ΠΩΛΕΙΤΑΙ οικόπεδο στη Νέα Καλλικράτεια, τηλ. 0396/31-176. [607,1004,788,1030]
classified-ad: ΖΗΤΟΥΝΤΑΙ βοηθοί για εργασία στο ψητοπωλείο, τηλ. 253-224. [1378,549,1558,575]
classified-ad: ΒΙΟΜΗΧΑΝΙΑ πλεκτών ζητεί κοπτριες, τηλ. 924-814. [1378,516,1558,542]
classified-ad: ΠΩΛΕΙΤΑΙ αγρόκτημα 8 στρέμματα, τηλ. 0373/31-276. [415,1539,595,1565]
column-2 [222,157,408,2325]
classified-ad: ΕΝΟΙΚΙΑΖΕΤΑΙ κατάστημα και γραφεία, τηλ. 200-238. [993,733,1173,759]
classified-ad: ΦΙΛΙΠΠΟΥ διαμ. λουξ 75 μ2, τηλ. 538-423. [221,1016,403,1042]
classified-ad: ΧΑΝΙΩΤΗ 100 στρέμματα, τηλ. 272-090. [800,429,981,456]
classified-ad: ΣΤΗΝ Καλλικράτεια Ηρακλείας, τηλ. 0399/21-018. [607,418,788,444]
column-6 [993,157,1178,2325]
classified-ad: ΠΩΛΕΙΤΑΙ οικόπεδο 2.000 μ2, τηλ. 22639. [607,498,788,524]
classified-ad: ΠΩΛΕΙΤΑΙ αυτόνομο γραφείο επί της Εγνατίας 155 μ2, τηλ. 517-474. [29,1430,210,1469]
classified-ad: ΠΩΛΕΙΤΑΙ οικόπεδο στο Πανόραμα 500 μ2, τηλ. 315-480. [415,1313,595,1339]
classified-ad: ΝΕΕΣ νέοι για να είναι επιχειρηματίες, τηλ. 225-224. [1185,848,1366,874]
classified-ad: ΤΡΙΑΔΙ. Επί της θαλάσσιου διαμερίσματα καλοκαιριού, τηλ. 276-700. [221,856,403,896]
classified-ad: ΕΝΟΙΚΙΑΖΕΤΑΙ κατάστημα 105 τ.μ., τηλ. 241-021. [993,1397,1173,1423]
classified-ad: ΔΟΣΕΙΣ πολλές προκαταβολή μικρή οικόπεδα, τηλ. 276-700. [800,543,981,570]
section-heading-prosfora: ΠΡΟΣΦΟΡΑ ΕΡΓΑΣΙΑΣ [1186,460,1366,519]
column-8 [1378,157,1562,2325]
classified-ad: ΠΩΛΕΙΤΑΙ κατάστημα ψιλικών, τηλ. 261-139. [993,370,1173,396]
classified-ad: ΠΩΛΕΙΤΑΙ κατάστημα παιδικών ενδυμάτων, τηλ. 540-439. [993,435,1173,462]
classified-ad: ΠΩΛΕΙΤΑΙ οικόπεδο στην Καλλικράτεια, τηλ. 276-700. [800,643,981,670]
classified-ad: ΕΥΚΑΙΡΙΑ 50.000 δρχ. προκαταβολή και 10.000 δρχ. μηνιαία δόση, τηλ. 0396/31-176. [607,531,788,571]
